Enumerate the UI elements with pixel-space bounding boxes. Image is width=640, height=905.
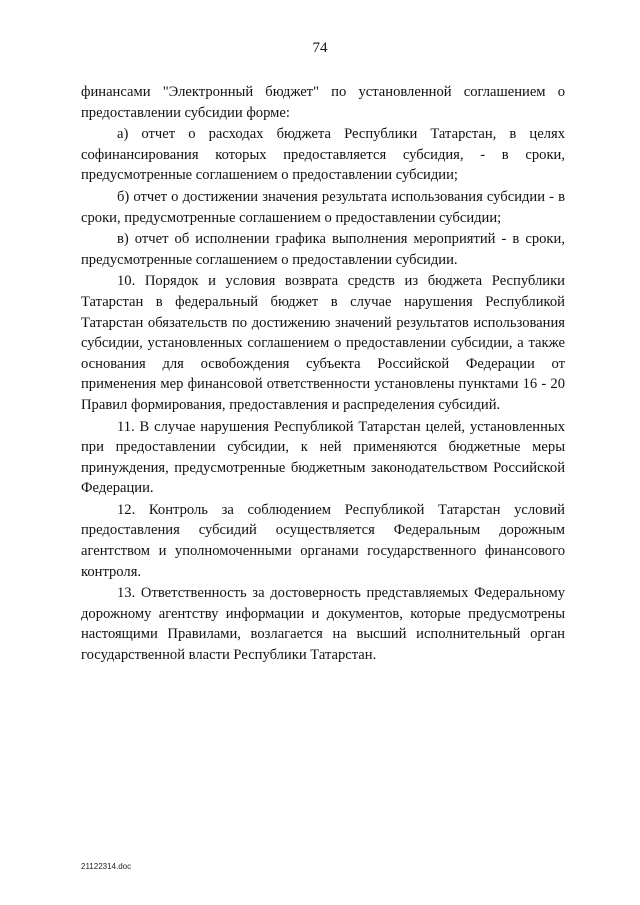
document-body bbox=[81, 82, 565, 667]
paragraph-11: 11. В случае нарушения Республикой Татарстан целей, установленных при предоставлении субсидии, к ней применяются бюджетные меры принуждения, предусмотренные бюджетным законодательством Российской Федерации. bbox=[81, 418, 565, 497]
paragraph-item-c: в) отчет об исполнении графика выполнения мероприятий - в сроки, предусмотренные соглашением о предоставлении субсидии. bbox=[81, 231, 565, 268]
paragraph-13: 13. Ответственность за достоверность представляемых Федеральному дорожному агентству информации и документов, которые предусмотрены настоящими Правилами, возлагается на высший исполнительный орган государственной власти Республики Татарстан. bbox=[81, 585, 565, 664]
paragraph-item-b: б) отчет о достижении значения результата использования субсидии - в сроки, предусмотренные соглашением о предоставлении субсидии; bbox=[81, 188, 565, 226]
paragraph-continuation: финансами "Электронный бюджет" по установленной соглашением о предоставлении субсидии форме: bbox=[81, 84, 565, 121]
paragraph-12: 12. Контроль за соблюдением Республикой Татарстан условий предоставления субсидий осуществляется Федеральным дорожным агентством и уполномоченными органами государственного финансового контроля. bbox=[81, 501, 565, 580]
paragraph-item-a: а) отчет о расходах бюджета Республики Татарстан, в целях софинансирования которых предоставляется субсидия, - в сроки, предусмотренные соглашением о предоставлении субсидии; bbox=[81, 126, 565, 184]
paragraph-10: 10. Порядок и условия возврата средств из бюджета Республики Татарстан в федеральный бюджет в случае нарушения Республикой Татарстан обязательств по достижению значений результатов использования субсидии, установленных соглашением о предоставлении субсидии, а также основания для освобождения субъекта Российской Федерации от применения мер финансовой ответственности установлены пунктами 16 - 20 Правил формирования, предоставления и распределения субсидий. bbox=[81, 273, 565, 413]
page-number: 74 bbox=[312, 40, 328, 56]
document-file-code: 21122314.doc bbox=[81, 862, 132, 871]
